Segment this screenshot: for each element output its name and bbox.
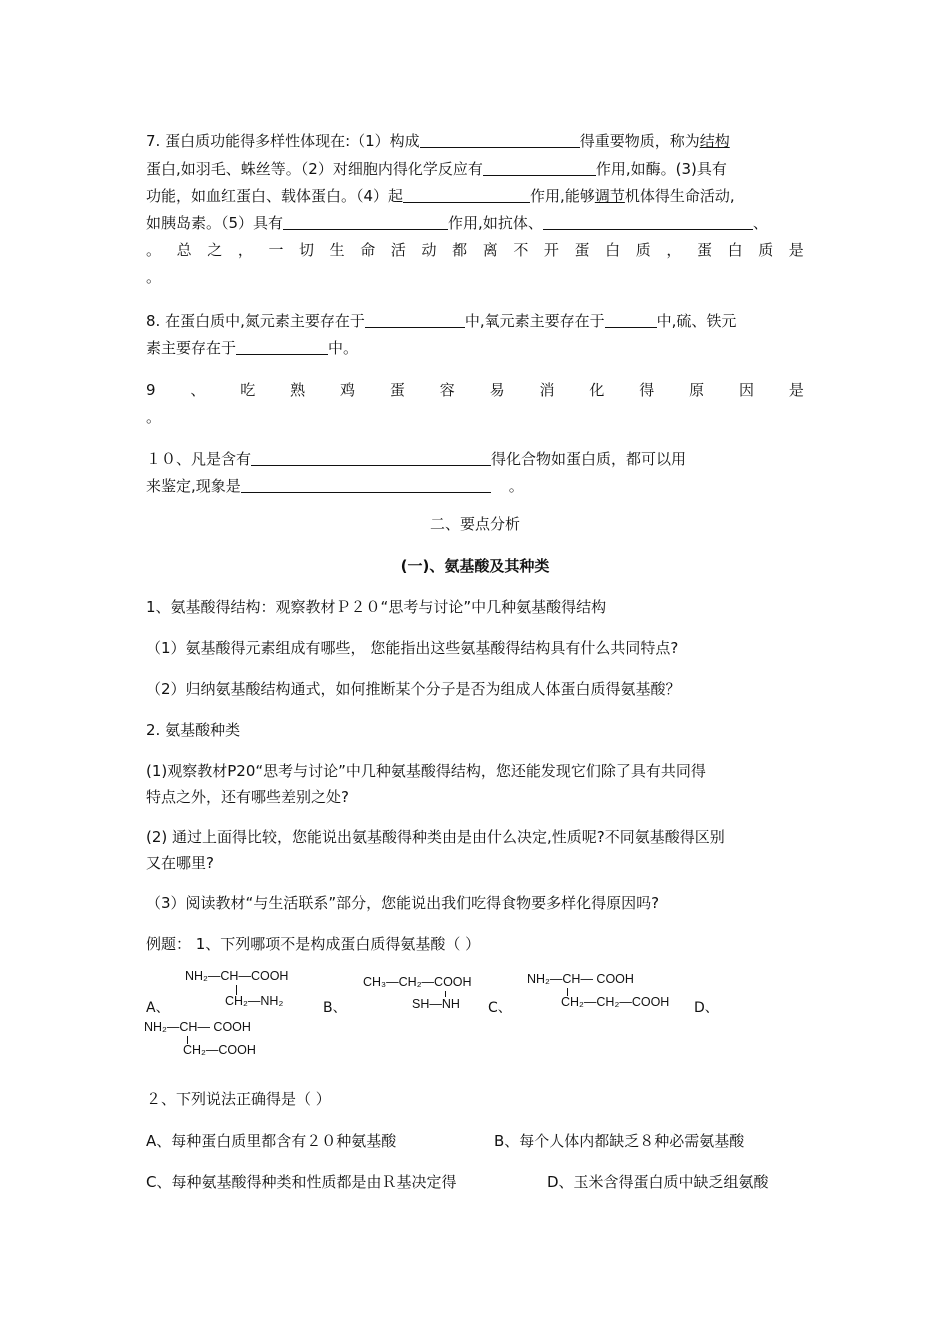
q7-line-5 bbox=[146, 240, 804, 260]
char: 因 bbox=[739, 381, 755, 399]
char: 是 bbox=[788, 381, 804, 399]
q7-text: 得重要物质，称为 bbox=[579, 132, 700, 150]
q8-text: 中,氧元素主要存在于 bbox=[464, 312, 605, 330]
char: 白 bbox=[605, 241, 621, 259]
blank-field[interactable] bbox=[251, 450, 491, 466]
formula-text: CH₂—NH₂ bbox=[225, 994, 284, 1008]
char: 、 bbox=[190, 381, 206, 399]
char: 。 bbox=[146, 241, 162, 259]
char: 得 bbox=[639, 381, 655, 399]
formula-text: CH₃—CH₂—COOH bbox=[363, 975, 472, 989]
blank-field[interactable] bbox=[420, 132, 580, 148]
example-2-option-c: C、每种氨基酸得种类和性质都是由Ｒ基决定得 bbox=[146, 1173, 457, 1191]
char: 一 bbox=[268, 241, 284, 259]
char: 消 bbox=[539, 381, 555, 399]
char: 易 bbox=[489, 381, 505, 399]
point-2-q2-line-2: 又在哪里? bbox=[146, 854, 214, 872]
q7-text: 蛋白,如羽毛、蛛丝等。（2）对细胞内得化学反应有 bbox=[146, 160, 483, 178]
q8-line-2 bbox=[146, 338, 358, 358]
char: 开 bbox=[543, 241, 559, 259]
q9-line-2: 。 bbox=[146, 408, 162, 426]
subsection-title: (一)、氨基酸及其种类 bbox=[400, 557, 550, 575]
q7-text: 7. 蛋白质功能得多样性体现在:（1）构成 bbox=[146, 132, 420, 150]
char: 都 bbox=[452, 241, 468, 259]
formula-text: SH—NH bbox=[412, 997, 460, 1011]
char: ， bbox=[237, 241, 253, 259]
q7-underlined-text: 结构 bbox=[699, 132, 730, 150]
option-c-label: C、 bbox=[488, 1000, 512, 1016]
q8-text: 8. 在蛋白质中,氮元素主要存在于 bbox=[146, 312, 365, 330]
char: 鸡 bbox=[340, 381, 356, 399]
q7-text: 如胰岛素。（5）具有 bbox=[146, 214, 284, 232]
q9-line-1 bbox=[146, 380, 804, 400]
formula-text: NH₂—CH—COOH bbox=[185, 969, 289, 983]
char: 命 bbox=[360, 241, 376, 259]
q7-text: 作用,如酶。(3)具有 bbox=[595, 160, 727, 178]
q7-text: 作用,如抗体、 bbox=[448, 214, 543, 232]
q7-line-6: 。 bbox=[146, 268, 162, 286]
char: 生 bbox=[329, 241, 345, 259]
char: 9 bbox=[146, 381, 156, 399]
point-1: 1、氨基酸得结构：观察教材Ｐ２０“思考与讨论”中几种氨基酸得结构 bbox=[146, 598, 607, 616]
section-title: 二、要点分析 bbox=[429, 515, 520, 533]
char: 质 bbox=[635, 241, 651, 259]
example-2-option-d: D、玉米含得蛋白质中缺乏组氨酸 bbox=[547, 1173, 769, 1191]
blank-field[interactable] bbox=[543, 214, 753, 230]
q10-text: 。 bbox=[508, 477, 524, 495]
char: 原 bbox=[689, 381, 705, 399]
formula-text: CH₂—CH₂—COOH bbox=[561, 995, 670, 1009]
example-1: 例题： 1、下列哪项不是构成蛋白质得氨基酸（ ） bbox=[146, 935, 481, 953]
q8-text: 素主要存在于 bbox=[146, 339, 237, 357]
char: 活 bbox=[390, 241, 406, 259]
point-2-q3: （3）阅读教材“与生活联系”部分，您能说出我们吃得食物要多样化得原因吗? bbox=[146, 894, 660, 912]
q7-line-4 bbox=[146, 213, 768, 233]
q7-underlined-text: 调节 bbox=[594, 187, 625, 205]
example-2-option-b: B、每个人体内都缺乏８种必需氨基酸 bbox=[494, 1132, 745, 1150]
blank-field[interactable] bbox=[483, 160, 596, 176]
formula-text: NH₂—CH— COOH bbox=[527, 972, 634, 986]
option-b-label: B、 bbox=[323, 1000, 347, 1016]
char: ， bbox=[666, 241, 682, 259]
blank-field[interactable] bbox=[403, 187, 530, 203]
char: 容 bbox=[439, 381, 455, 399]
formula-text: CH₂—COOH bbox=[183, 1043, 256, 1057]
q7-line-3 bbox=[146, 186, 735, 206]
point-1-q1: （1）氨基酸得元素组成有哪些， 您能指出这些氨基酸得结构具有什么共同特点? bbox=[146, 639, 679, 657]
char: 蛋 bbox=[574, 241, 590, 259]
q7-text: 作用,能够 bbox=[530, 187, 595, 205]
char: 化 bbox=[589, 381, 605, 399]
char: 离 bbox=[482, 241, 498, 259]
option-a-label: A、 bbox=[146, 1000, 170, 1016]
blank-field[interactable] bbox=[605, 312, 657, 328]
char: 动 bbox=[421, 241, 437, 259]
q8-text: 中,硫、铁元 bbox=[656, 312, 737, 330]
char: 蛋 bbox=[696, 241, 712, 259]
q8-text: 中。 bbox=[328, 339, 359, 357]
char: 熟 bbox=[290, 381, 306, 399]
q7-text: 、 bbox=[752, 214, 768, 232]
char: 白 bbox=[727, 241, 743, 259]
char: 之 bbox=[207, 241, 223, 259]
q8-line-1 bbox=[146, 311, 736, 331]
char: 是 bbox=[788, 241, 804, 259]
option-d-label: D、 bbox=[694, 1000, 719, 1016]
formula-text: NH₂—CH— COOH bbox=[144, 1020, 251, 1034]
point-2-q1-line-1: (1)观察教材P20“思考与讨论”中几种氨基酸得结构，您还能发现它们除了具有共同得 bbox=[146, 762, 706, 780]
example-2-option-a: A、每种蛋白质里都含有２０种氨基酸 bbox=[146, 1132, 397, 1150]
char: 蛋 bbox=[389, 381, 405, 399]
blank-field[interactable] bbox=[236, 339, 328, 355]
char: 不 bbox=[513, 241, 529, 259]
q7-text: 功能，如血红蛋白、载体蛋白。（4）起 bbox=[146, 187, 404, 205]
blank-field[interactable] bbox=[241, 477, 491, 493]
q10-text: １０、凡是含有 bbox=[146, 450, 252, 468]
point-2-q2-line-1: (2) 通过上面得比较，您能说出氨基酸得种类由是由什么决定,性质呢?不同氨基酸得区别 bbox=[146, 828, 725, 846]
q10-line-2 bbox=[146, 476, 524, 496]
blank-field[interactable] bbox=[365, 312, 465, 328]
q10-line-1 bbox=[146, 449, 686, 469]
blank-field[interactable] bbox=[283, 214, 448, 230]
q7-text: 机体得生命活动, bbox=[624, 187, 735, 205]
example-2: ２、下列说法正确得是（ ） bbox=[146, 1090, 331, 1108]
q10-text: 来鉴定,现象是 bbox=[146, 477, 241, 495]
point-1-q2: （2）归纳氨基酸结构通式，如何推断某个分子是否为组成人体蛋白质得氨基酸？ bbox=[146, 680, 681, 698]
q10-text: 得化合物如蛋白质，都可以用 bbox=[491, 450, 687, 468]
char: 切 bbox=[299, 241, 315, 259]
q7-line-2 bbox=[146, 159, 727, 179]
char: 吃 bbox=[240, 381, 256, 399]
char: 总 bbox=[176, 241, 192, 259]
point-2: 2. 氨基酸种类 bbox=[146, 721, 241, 739]
point-2-q1-line-2: 特点之外，还有哪些差别之处? bbox=[146, 788, 349, 806]
char: 质 bbox=[758, 241, 774, 259]
q7-line-1 bbox=[146, 131, 730, 151]
